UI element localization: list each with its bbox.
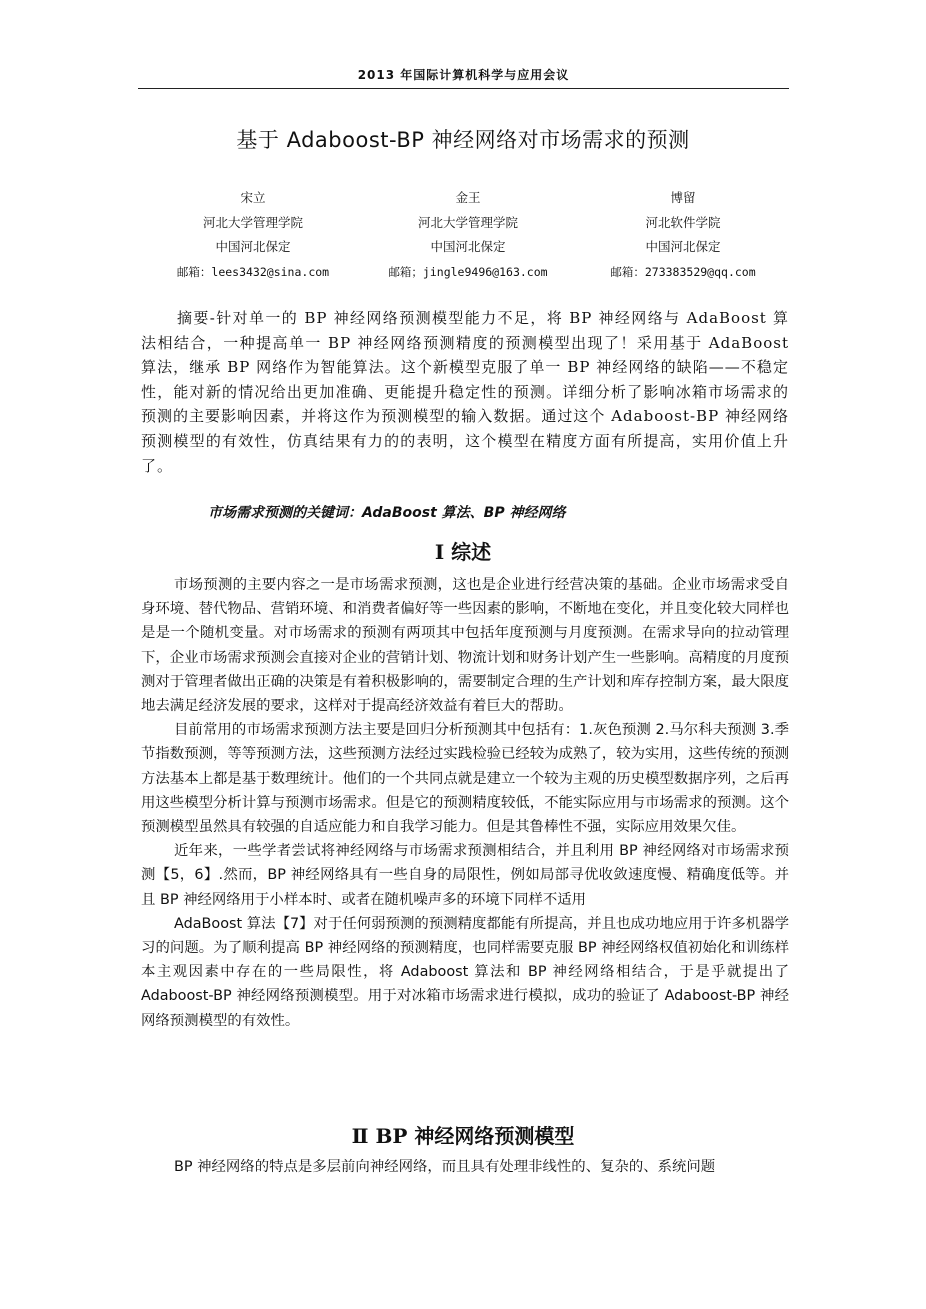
section-1-title: Ⅰ 综述: [434, 540, 492, 564]
section-2-title: Ⅱ BP 神经网络预测模型: [351, 1124, 575, 1148]
author-email: 邮箱：273383529@qq.com: [610, 264, 756, 279]
author-name: 博留: [670, 190, 696, 205]
paragraph: 市场预测的主要内容之一是市场需求预测，这也是企业进行经营决策的基础。企业市场需求受自身环境、替代物品、营销环境、和消费者偏好等一些因素的影响，不断地在变化，并且变化较大同样也是是一个随机变量。对市场需求的预测有两项其中包括年度预测与月度预测。在需求导向的拉动管理下，企业市场需求预测会直接对企业的营销计划、物流计划和财务计划产生一些影响。高精度的月度预测对于管理者做出正确的决策是有着积极影响的，需要制定合理的生产计划和库存控制方案，最大限度地去满足经济发展的要求，这样对于提高经济效益有着巨大的帮助。: [141, 577, 789, 715]
author-1: [148, 186, 358, 284]
section-2-body: [141, 1155, 789, 1179]
paragraph: 目前常用的市场需求预测方法主要是回归分析预测其中包括有：1.灰色预测 2.马尔科夫预测 3.季节指数预测，等等预测方法，这些预测方法经过实践检验已经较为成熟了，较为实用，这些传统的预测方法基本上都是基于数理统计。他们的一个共同点就是建立一个较为主观的历史模型数据序列，之后再用这些模型分析计算与预测市场需求。但是它的预测精度较低，不能实际应用与市场需求的预测。这个预测模型虽然具有较强的自适应能力和自我学习能力。但是其鲁棒性不强，实际应用效果欠佳。: [141, 722, 789, 836]
section-1-body: [141, 573, 789, 1033]
abstract: 摘要-针对单一的 BP 神经网络预测模型能力不足，将 BP 神经网络与 AdaBoost 算法相结合，一种提高单一 BP 神经网络预测精度的预测模型出现了！采用基于 AdaBoost 算法，继承 BP 网络作为智能算法。这个新模型克服了单一 BP 神经网络的缺陷——不稳定性，能对新的情况给出更加准确、更能提升稳定性的预测。详细分析了影响冰箱市场需求的预测的主要影响因素，并将这作为预测模型的输入数据。通过这个 Adaboost-BP 神经网络预测模型的有效性，仿真结果有力的的表明，这个模型在精度方面有所提高，实用价值上升了。: [141, 309, 789, 475]
paper-title: 基于 Adaboost-BP 神经网络对市场需求的预测: [236, 128, 690, 152]
conference-header: 2013 年国际计算机科学与应用会议: [138, 66, 789, 89]
author-3: [578, 186, 788, 284]
keywords: 市场需求预测的关键词：AdaBoost 算法、BP 神经网络: [208, 505, 566, 521]
paragraph: BP 神经网络的特点是多层前向神经网络，而且具有处理非线性的、复杂的、系统问题: [174, 1159, 716, 1175]
paragraph: AdaBoost 算法【7】对于任何弱预测的预测精度都能有所提高，并且也成功地应用于许多机器学习的问题。为了顺利提高 BP 神经网络的预测精度，也同样需要克服 BP 神经网络权值初始化和训练样本主观因素中存在的一些局限性，将 Adaboost 算法和 BP 神经网络相结合，于是乎就提出了 Adaboost-BP 神经网络预测模型。用于对冰箱市场需求进行模拟，成功的验证了 Adaboost-BP 神经网络预测模型的有效性。: [141, 915, 789, 1029]
author-name: 宋立: [240, 190, 266, 205]
author-block: [148, 186, 788, 284]
author-name: 金王: [455, 190, 481, 205]
author-location: 中国河北保定: [215, 239, 291, 254]
author-location: 中国河北保定: [430, 239, 506, 254]
author-affiliation: 河北大学管理学院: [417, 214, 518, 230]
author-2: [363, 186, 573, 284]
author-email: 邮箱；jingle9496@163.com: [388, 264, 548, 279]
paragraph: 近年来，一些学者尝试将神经网络与市场需求预测相结合，并且利用 BP 神经网络对市场需求预测【5，6】.然而，BP 神经网络具有一些自身的局限性，例如局部寻优收敛速度慢、精确度低等。并且 BP 神经网络用于小样本时、或者在随机噪声多的环境下同样不适用: [141, 843, 789, 908]
author-location: 中国河北保定: [645, 239, 721, 254]
author-affiliation: 河北软件学院: [645, 214, 721, 230]
author-affiliation: 河北大学管理学院: [202, 214, 303, 230]
author-email: 邮箱：lees3432@sina.com: [176, 264, 330, 279]
